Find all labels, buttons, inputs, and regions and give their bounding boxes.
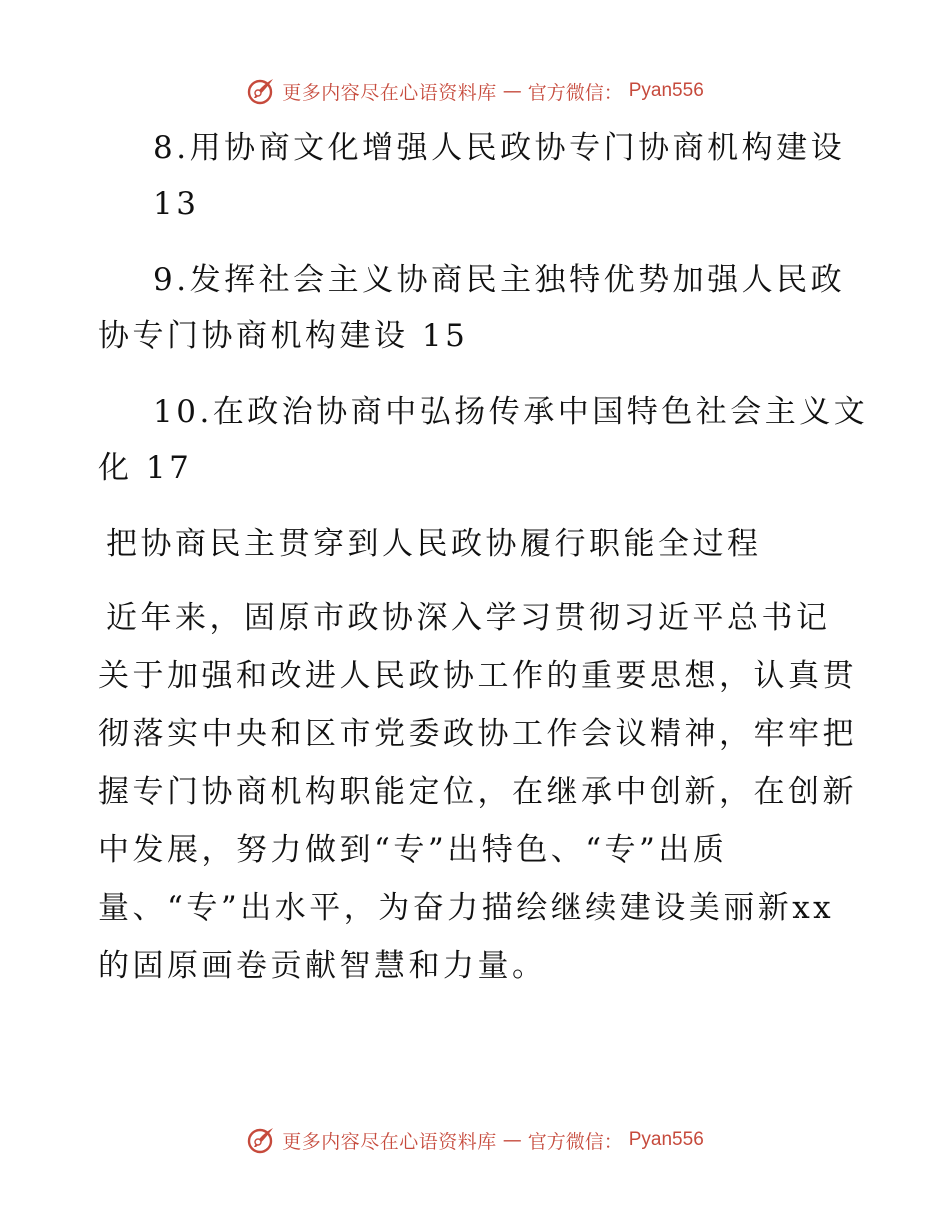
article-line: 近年来，固原市政协深入学习贯彻习近平总书记 bbox=[106, 600, 831, 636]
article-title: 把协商民主贯穿到人民政协履行职能全过程 bbox=[106, 526, 762, 562]
toc-entry-8-line1: 8.用协商文化增强人民政协专门协商机构建设 bbox=[153, 130, 846, 166]
watermark-brand: 更多内容尽在心语资料库 bbox=[282, 1130, 497, 1153]
toc-entry-9-line2: 协专门协商机构建设 15 bbox=[98, 318, 469, 354]
toc-entry-8-page: 13 bbox=[153, 186, 200, 222]
header-watermark bbox=[0, 71, 950, 111]
watermark-account: Pyan556 bbox=[628, 80, 704, 101]
watermark bbox=[246, 76, 704, 106]
watermark-label: 官方微信： bbox=[527, 1130, 623, 1153]
watermark bbox=[246, 1125, 704, 1155]
footer-watermark bbox=[0, 1120, 950, 1160]
article-line: 彻落实中央和区市党委政协工作会议精神，牢牢把 bbox=[98, 716, 857, 752]
article-line: 握专门协商机构职能定位，在继承中创新，在创新 bbox=[98, 774, 857, 810]
quill-logo-icon bbox=[246, 1125, 276, 1155]
watermark-separator: — bbox=[502, 1129, 522, 1151]
article-line: 中发展，努力做到“专”出特色、“专”出质 bbox=[98, 832, 728, 868]
article-line: 的固原画卷贡献智慧和力量。 bbox=[98, 948, 547, 984]
watermark-account: Pyan556 bbox=[628, 1129, 704, 1150]
watermark-separator: — bbox=[502, 80, 522, 102]
toc-entry-10-line2: 化 17 bbox=[98, 450, 193, 486]
quill-logo-icon bbox=[246, 76, 276, 106]
article-line: 关于加强和改进人民政协工作的重要思想，认真贯 bbox=[98, 658, 857, 694]
watermark-brand: 更多内容尽在心语资料库 bbox=[282, 81, 497, 104]
article-line: 量、“专”出水平，为奋力描绘继续建设美丽新xx bbox=[98, 890, 835, 926]
toc-entry-9-line1: 9.发挥社会主义协商民主独特优势加强人民政 bbox=[153, 262, 846, 298]
toc-entry-10-line1: 10.在政治协商中弘扬传承中国特色社会主义文 bbox=[153, 394, 869, 430]
watermark-label: 官方微信： bbox=[527, 81, 623, 104]
